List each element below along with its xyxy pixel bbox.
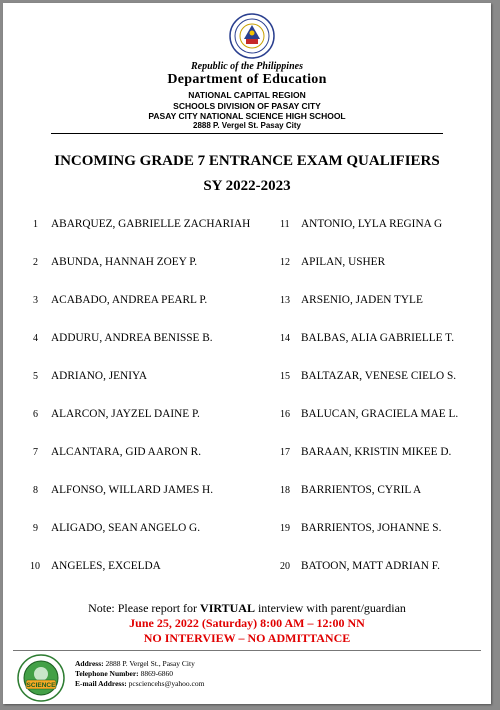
qualifiers-list xyxy=(3,208,491,598)
interview-note xyxy=(3,601,491,616)
footer-email-row xyxy=(75,679,204,689)
interview-schedule: June 25, 2022 (Saturday) 8:00 AM – 12:00 NN xyxy=(129,616,365,630)
page-title: INCOMING GRADE 7 ENTRANCE EXAM QUALIFIERS xyxy=(54,153,440,169)
item-number: 4 xyxy=(33,333,38,344)
item-number: 6 xyxy=(33,409,38,420)
list-item xyxy=(33,332,213,344)
admittance-warning: NO INTERVIEW – NO ADMITTANCE xyxy=(143,631,351,645)
item-name: BALTAZAR, VENESE CIELO S. xyxy=(301,370,457,382)
list-item xyxy=(280,560,440,572)
item-name: ADRIANO, JENIYA xyxy=(51,370,148,382)
school-logo-icon xyxy=(17,654,65,702)
item-name: BARRIENTOS, CYRIL A xyxy=(301,484,422,496)
list-item xyxy=(30,560,161,572)
note-suffix: interview with parent/guardian xyxy=(254,601,406,615)
address-value: 2888 P. Vergel St., Pasay City xyxy=(105,659,195,668)
footer-divider xyxy=(13,650,481,651)
item-name: ALCANTARA, GID AARON R. xyxy=(51,446,202,458)
footer-contact xyxy=(75,659,204,689)
item-number: 3 xyxy=(33,295,38,306)
department-label: Department of Education xyxy=(167,72,327,87)
item-number: 19 xyxy=(280,523,290,534)
item-name: BALBAS, ALIA GABRIELLE T. xyxy=(301,332,455,344)
item-name: ABUNDA, HANNAH ZOEY P. xyxy=(51,256,198,268)
item-number: 10 xyxy=(30,561,40,572)
school-address-label: 2888 P. Vergel St. Pasay City xyxy=(193,121,301,130)
phone-label: Telephone Number: xyxy=(75,669,139,678)
item-number: 17 xyxy=(280,447,290,458)
item-name: BATOON, MATT ADRIAN F. xyxy=(301,560,440,572)
footer-phone-row xyxy=(75,669,204,679)
email-label: E-mail Address: xyxy=(75,679,127,688)
school-logo-text: SCIENCE xyxy=(26,682,56,689)
header-divider xyxy=(51,133,443,134)
item-number: 20 xyxy=(280,561,290,572)
list-item xyxy=(33,522,200,534)
list-item xyxy=(33,446,201,458)
list-item xyxy=(280,294,423,306)
list-item xyxy=(280,446,451,458)
item-name: BARRIENTOS, JOHANNE S. xyxy=(301,522,442,534)
item-number: 14 xyxy=(280,333,290,344)
list-item xyxy=(33,256,197,268)
school-label: PASAY CITY NATIONAL SCIENCE HIGH SCHOOL xyxy=(148,111,346,121)
note-prefix: Note: Please report for xyxy=(88,601,201,615)
list-item xyxy=(33,294,207,306)
item-name: ACABADO, ANDREA PEARL P. xyxy=(51,294,208,306)
item-number: 13 xyxy=(280,295,290,306)
phone-value: 8869-6860 xyxy=(140,669,174,678)
note-emphasis: VIRTUAL xyxy=(200,601,255,615)
list-item xyxy=(280,332,454,344)
item-number: 11 xyxy=(280,219,290,230)
item-name: BALUCAN, GRACIELA MAE L. xyxy=(301,408,459,420)
footer-address-row xyxy=(75,659,204,669)
division-label: SCHOOLS DIVISION OF PASAY CITY xyxy=(173,101,321,111)
item-name: ANGELES, EXCELDA xyxy=(51,560,161,572)
list-item xyxy=(280,370,456,382)
item-number: 16 xyxy=(280,409,290,420)
list-item xyxy=(280,484,421,496)
item-number: 7 xyxy=(33,447,38,458)
item-number: 9 xyxy=(33,523,38,534)
list-item xyxy=(33,370,147,382)
item-number: 2 xyxy=(33,257,38,268)
list-item xyxy=(280,522,441,534)
item-name: ADDURU, ANDREA BENISSE B. xyxy=(51,332,213,344)
item-number: 1 xyxy=(33,219,38,230)
item-number: 18 xyxy=(280,485,290,496)
item-name: BARAAN, KRISTIN MIKEE D. xyxy=(301,446,452,458)
item-name: ARSENIO, JADEN TYLE xyxy=(301,294,423,306)
republic-label: Republic of the Philippines xyxy=(191,61,303,72)
region-label: NATIONAL CAPITAL REGION xyxy=(188,90,306,100)
item-number: 15 xyxy=(280,371,290,382)
list-item xyxy=(280,408,458,420)
item-name: ALARCON, JAYZEL DAINE P. xyxy=(51,408,200,420)
deped-seal-icon xyxy=(229,13,275,59)
list-item xyxy=(33,408,200,420)
document-page xyxy=(3,3,491,704)
list-item xyxy=(280,256,385,268)
address-label: Address: xyxy=(75,659,104,668)
school-year: SY 2022-2023 xyxy=(203,178,291,194)
item-name: ABARQUEZ, GABRIELLE ZACHARIAH xyxy=(51,218,251,230)
list-item xyxy=(280,218,442,230)
item-name: ALFONSO, WILLARD JAMES H. xyxy=(51,484,214,496)
list-item xyxy=(33,484,213,496)
item-name: ANTONIO, LYLA REGINA G xyxy=(301,218,443,230)
item-number: 8 xyxy=(33,485,38,496)
list-item xyxy=(33,218,250,230)
item-name: APILAN, USHER xyxy=(301,256,386,268)
item-number: 12 xyxy=(280,257,290,268)
item-number: 5 xyxy=(33,371,38,382)
item-name: ALIGADO, SEAN ANGELO G. xyxy=(51,522,201,534)
email-value: pcsciencehs@yahoo.com xyxy=(128,679,205,688)
